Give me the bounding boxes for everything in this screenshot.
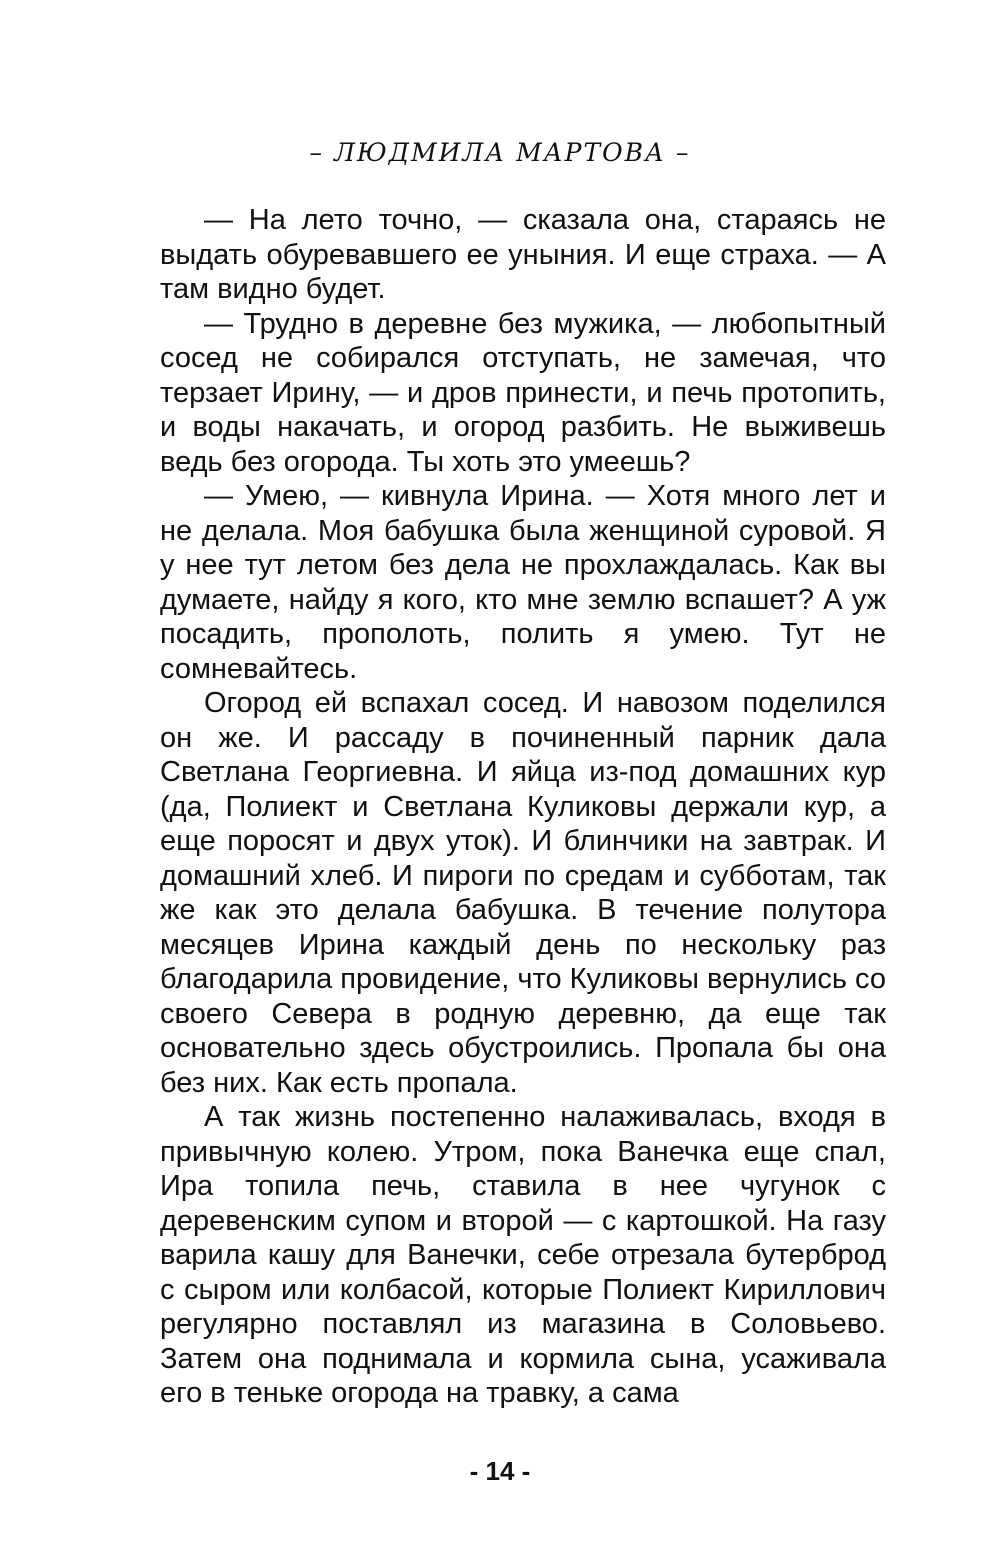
running-header: – ЛЮДМИЛА МАРТОВА –: [309, 138, 691, 167]
page-number: - 14 -: [469, 1456, 531, 1486]
paragraph-1: — На лето точно, — сказала она, стараясь не выдать обуревавшего ее уныния. И еще страха. — А там видно будет.: [160, 204, 886, 305]
paragraph-3: — Умею, — кивнула Ирина. — Хотя много лет и не делала. Моя бабушка была женщиной суровой. Я у нее тут летом без дела не прохлаждалась. Как вы думаете, найду я кого, кто мне землю вспашет? А уж посадить, прополоть, полить я умею. Тут не сомневайтесь.: [160, 480, 886, 685]
body-text: [160, 203, 886, 1411]
paragraph-2: — Трудно в деревне без мужика, — любопытный сосед не собирался отступать, не замечая, что терзает Ирину, — и дров принести, и печь протопить, и воды накачать, и огород разбить. Не выживешь ведь без огорода. Ты хоть это умеешь?: [160, 307, 886, 478]
paragraph-4: Огород ей вспахал сосед. И навозом поделился он же. И рассаду в починенный парник дала Светлана Георгиевна. И яйца из-под домашних кур (да, Полиект и Светлана Куликовы держали кур, а еще поросят и двух уток). И блинчики на завтрак. И домашний хлеб. И пироги по средам и субботам, так же как это делала бабушка. В течение полутора месяцев Ирина каждый день по нескольку раз благодарила провидение, что Куликовы вернулись со своего Севера в родную деревню, да еще так основательно здесь обустроились. Пропала бы она без них. Как есть пропала.: [160, 687, 886, 1099]
paragraph-5: А так жизнь постепенно налаживалась, входя в привычную колею. Утром, пока Ванечка еще спал, Ира топила печь, ставила в нее чугунок с деревенским супом и второй — с картошкой. На газу варила кашу для Ванечки, себе отрезала бутерброд с сыром или колбасой, которые Полиект Кириллович регулярно поставлял из магазина в Соловьево. Затем она поднимала и кормила сына, усаживала его в теньке огорода на травку, а сама: [160, 1101, 886, 1409]
